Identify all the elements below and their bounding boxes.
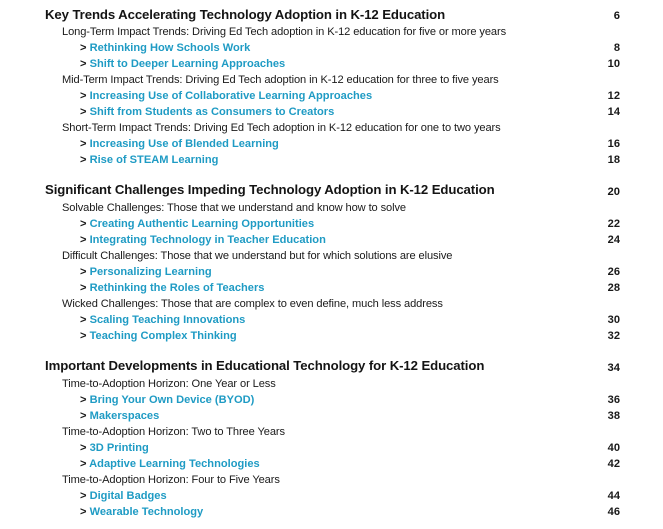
bullet-marker: > xyxy=(80,218,87,230)
toc-entry[interactable] xyxy=(80,90,372,102)
toc-entry-page: 10 xyxy=(607,58,620,70)
section-title-challenges: Significant Challenges Impeding Technology Adoption in K-12 Education xyxy=(45,182,495,197)
toc-entry-page: 22 xyxy=(607,218,620,230)
bullet-marker: > xyxy=(80,330,87,342)
toc-entry-page: 38 xyxy=(607,410,620,422)
section-page-number: 34 xyxy=(607,362,620,374)
toc-entry-link[interactable]: Increasing Use of Collaborative Learning Approaches xyxy=(89,90,373,102)
bullet-marker: > xyxy=(80,490,87,502)
toc-entry-page: 18 xyxy=(607,154,620,166)
toc-entry-link[interactable]: Shift from Students as Consumers to Creators xyxy=(89,106,335,118)
bullet-marker: > xyxy=(80,90,87,102)
toc-entry-page: 42 xyxy=(607,458,620,470)
toc-entry[interactable] xyxy=(80,458,260,470)
toc-entry-page: 28 xyxy=(607,282,620,294)
toc-entry[interactable] xyxy=(80,314,245,326)
group-heading-solvable: Solvable Challenges: Those that we understand and know how to solve xyxy=(62,202,407,214)
toc-entry-page: 30 xyxy=(607,314,620,326)
toc-entry-link[interactable]: Scaling Teaching Innovations xyxy=(89,314,246,326)
group-heading-short-term: Short-Term Impact Trends: Driving Ed Tech adoption in K-12 education for one to two years xyxy=(62,122,501,134)
bullet-marker: > xyxy=(80,58,87,70)
toc-entry-link[interactable]: Shift to Deeper Learning Approaches xyxy=(89,58,286,70)
toc-entry-link[interactable]: Makerspaces xyxy=(89,410,160,422)
toc-entry-link[interactable]: Bring Your Own Device (BYOD) xyxy=(89,394,255,406)
group-heading-four-five-years: Time-to-Adoption Horizon: Four to Five Years xyxy=(62,474,280,486)
toc-entry[interactable] xyxy=(80,506,203,518)
bullet-marker: > xyxy=(80,394,87,406)
bullet-marker: > xyxy=(80,266,87,278)
toc-entry-link[interactable]: Rethinking How Schools Work xyxy=(89,42,251,54)
group-heading-two-three-years: Time-to-Adoption Horizon: Two to Three Years xyxy=(62,426,285,438)
bullet-marker: > xyxy=(80,506,87,518)
toc-entry-page: 26 xyxy=(607,266,620,278)
section-title-key-trends: Key Trends Accelerating Technology Adoption in K-12 Education xyxy=(45,7,446,22)
toc-entry-page: 36 xyxy=(607,394,620,406)
bullet-marker: > xyxy=(80,138,87,150)
toc-entry-page: 32 xyxy=(607,330,620,342)
section-page-number: 6 xyxy=(613,10,620,22)
toc-entry-link[interactable]: Increasing Use of Blended Learning xyxy=(89,138,279,150)
toc-entry[interactable] xyxy=(80,138,279,150)
toc-entry[interactable] xyxy=(80,42,250,54)
toc-entry[interactable] xyxy=(80,266,212,278)
toc-entry[interactable] xyxy=(80,218,314,230)
toc-entry-link[interactable]: Wearable Technology xyxy=(89,506,204,518)
toc-entry-link[interactable]: Rethinking the Roles of Teachers xyxy=(89,282,265,294)
toc-entry-page: 46 xyxy=(607,506,620,518)
toc-entry-link[interactable]: Adaptive Learning Technologies xyxy=(89,458,260,470)
toc-entry-link[interactable]: Integrating Technology in Teacher Education xyxy=(89,234,326,246)
toc-entry-page: 24 xyxy=(607,234,620,246)
toc-entry[interactable] xyxy=(80,330,237,342)
toc-entry-link[interactable]: Rise of STEAM Learning xyxy=(89,154,219,166)
toc-entry[interactable] xyxy=(80,490,167,502)
toc-entry-link[interactable]: 3D Printing xyxy=(89,442,149,454)
toc-entry-page: 8 xyxy=(613,42,620,54)
toc-entry[interactable] xyxy=(80,58,285,70)
toc-entry-page: 12 xyxy=(607,90,620,102)
toc-entry[interactable] xyxy=(80,234,326,246)
toc-entry[interactable] xyxy=(80,442,149,454)
toc-entry-link[interactable]: Personalizing Learning xyxy=(89,266,212,278)
bullet-marker: > xyxy=(80,154,87,166)
toc-entry[interactable] xyxy=(80,106,334,118)
bullet-marker: > xyxy=(80,442,87,454)
toc-entry[interactable] xyxy=(80,410,159,422)
toc-entry-page: 14 xyxy=(607,106,620,118)
bullet-marker: > xyxy=(80,314,87,326)
section-title-developments: Important Developments in Educational Technology for K-12 Education xyxy=(45,358,485,373)
group-heading-mid-term: Mid-Term Impact Trends: Driving Ed Tech adoption in K-12 education for three to five years xyxy=(62,74,499,86)
group-heading-long-term: Long-Term Impact Trends: Driving Ed Tech adoption in K-12 education for five or more years xyxy=(62,26,507,38)
toc-entry[interactable] xyxy=(80,154,218,166)
toc-entry-page: 16 xyxy=(607,138,620,150)
toc-entry[interactable] xyxy=(80,282,264,294)
group-heading-difficult: Difficult Challenges: Those that we understand but for which solutions are elusive xyxy=(62,250,453,262)
bullet-marker: > xyxy=(80,282,87,294)
bullet-marker: > xyxy=(80,458,87,470)
toc-entry-page: 44 xyxy=(607,490,620,502)
toc-entry-link[interactable]: Creating Authentic Learning Opportunities xyxy=(89,218,315,230)
bullet-marker: > xyxy=(80,42,87,54)
bullet-marker: > xyxy=(80,410,87,422)
group-heading-one-year: Time-to-Adoption Horizon: One Year or Less xyxy=(62,378,276,390)
toc-entry-link[interactable]: Teaching Complex Thinking xyxy=(89,330,237,342)
toc-entry-link[interactable]: Digital Badges xyxy=(89,490,167,502)
bullet-marker: > xyxy=(80,234,87,246)
section-page-number: 20 xyxy=(607,186,620,198)
group-heading-wicked: Wicked Challenges: Those that are complex to even define, much less address xyxy=(62,298,443,310)
toc-entry[interactable] xyxy=(80,394,254,406)
toc-entry-page: 40 xyxy=(607,442,620,454)
bullet-marker: > xyxy=(80,106,87,118)
